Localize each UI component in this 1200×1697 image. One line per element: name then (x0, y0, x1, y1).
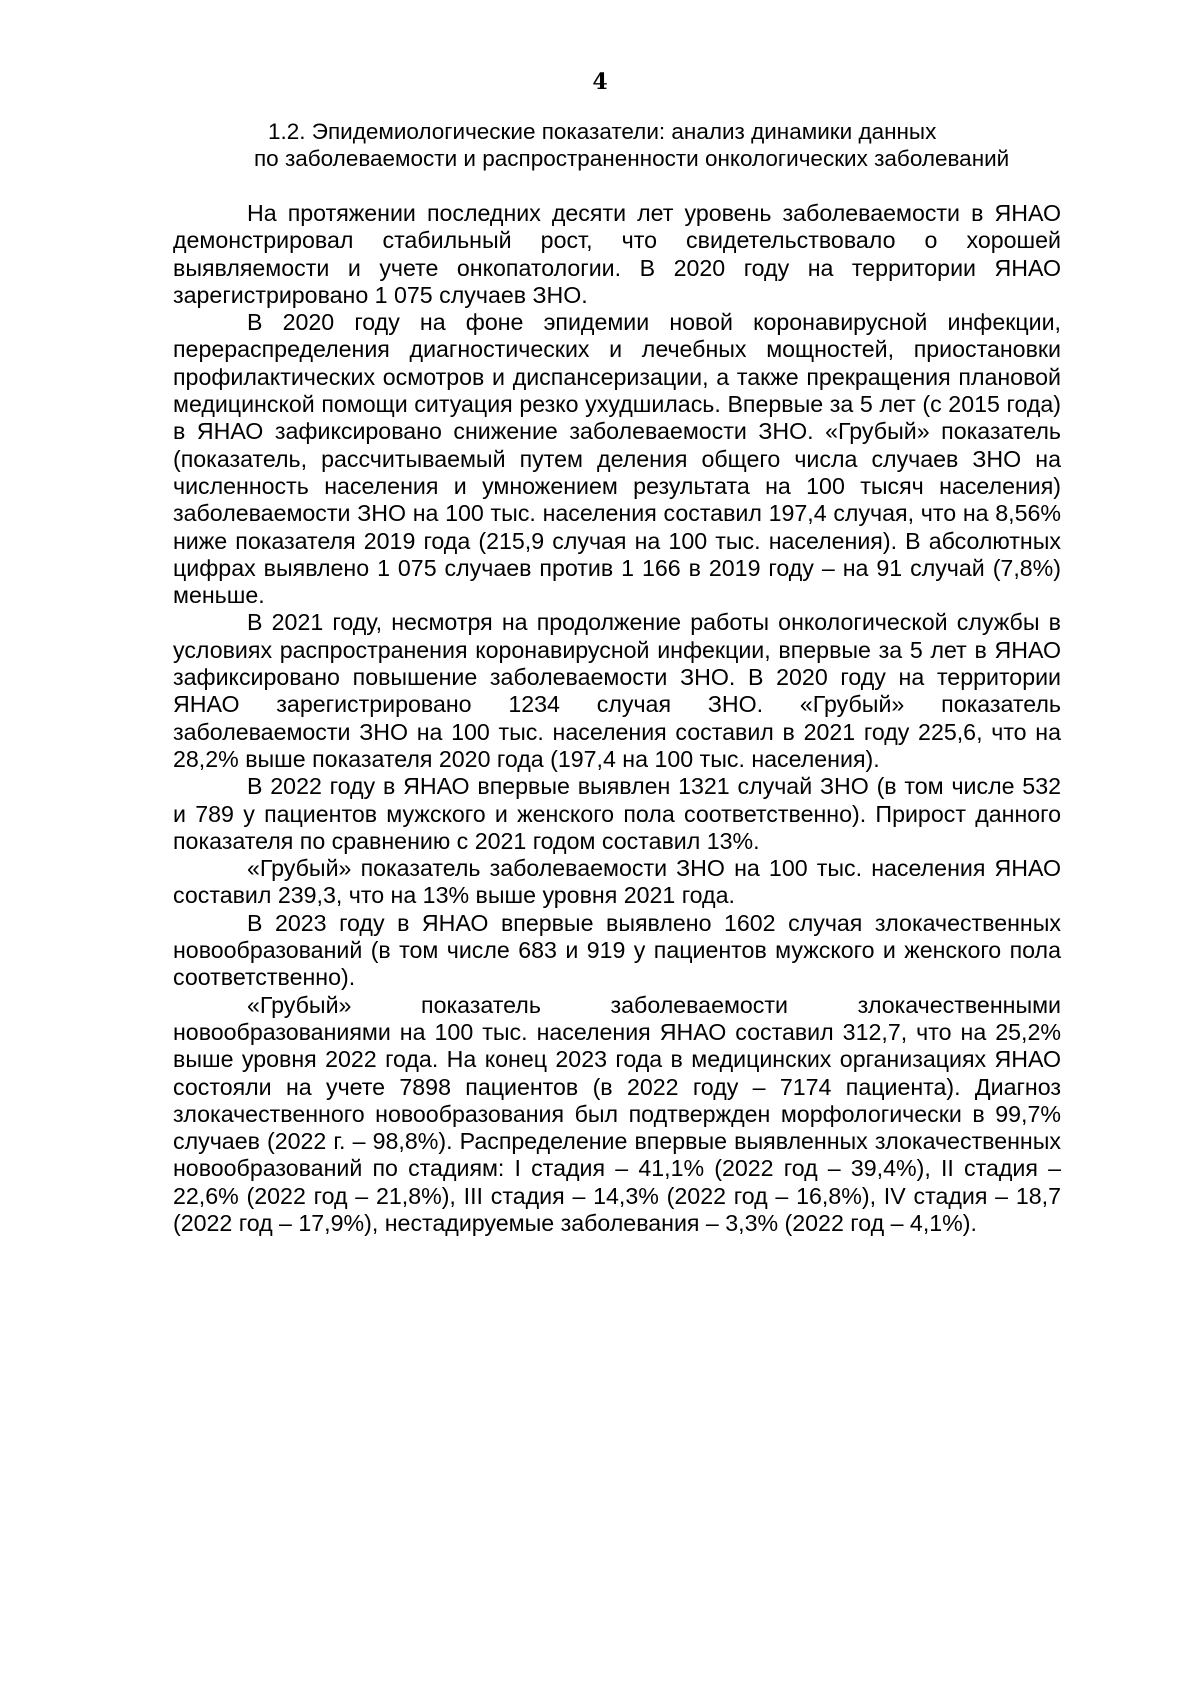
paragraph-7: «Грубый» показатель заболеваемости злокачественными новообразованиями на 100 тыс. населения ЯНАО составил 312,7, что на 25,2% выше уровня 2022 года. На конец 2023 года в медицинских организациях ЯНАО состояли на учете 7898 пациентов (в 2022 году – 7174 пациента). Диагноз злокачественного новообразования был подтвержден морфологически в 99,7% случаев (2022 г. – 98,8%). Распределение впервые выявленных злокачественных новообразований по стадиям: I стадия – 41,1% (2022 год – 39,4%), II стадия – 22,6% (2022 год – 21,8%), III стадия – 14,3% (2022 год – 16,8%), IV стадия – 18,7 (2022 год – 17,9%), нестадируемые заболевания – 3,3% (2022 год – 4,1%). (173, 991, 1061, 1236)
section-heading-line-2: по заболеваемости и распространенности онкологических заболеваний (254, 146, 1010, 171)
page-number: 4 (592, 69, 608, 95)
body-text (173, 200, 1061, 1237)
paragraph-4: В 2022 году в ЯНАО впервые выявлен 1321 случай ЗНО (в том числе 532 и 789 у пациентов мужского и женского пола соответственно). Прирост данного показателя по сравнению с 2021 годом составил 13%. (173, 773, 1061, 854)
section-heading-line-1: 1.2. Эпидемиологические показатели: анализ динамики данных (268, 119, 937, 144)
paragraph-5: «Грубый» показатель заболеваемости ЗНО на 100 тыс. населения ЯНАО составил 239,3, что на 13% выше уровня 2021 года. (173, 855, 1061, 909)
paragraph-2: В 2020 году на фоне эпидемии новой коронавирусной инфекции, перераспределения диагностических и лечебных мощностей, приостановки профилактических осмотров и диспансеризации, а также прекращения плановой медицинской помощи ситуация резко ухудшилась. Впервые за 5 лет (с 2015 года) в ЯНАО зафиксировано снижение заболеваемости ЗНО. «Грубый» показатель (показатель, рассчитываемый путем деления общего числа случаев ЗНО на численность населения и умножением результата на 100 тысяч населения) заболеваемости ЗНО на 100 тыс. населения составил 197,4 случая, что на 8,56% ниже показателя 2019 года (215,9 случая на 100 тыс. населения). В абсолютных цифрах выявлено 1 075 случаев против 1 166 в 2019 году – на 91 случай (7,8%) меньше. (173, 309, 1061, 609)
paragraph-6: В 2023 году в ЯНАО впервые выявлено 1602 случая злокачественных новообразований (в том числе 683 и 919 у пациентов мужского и женского пола соответственно). (173, 909, 1061, 991)
paragraph-3: В 2021 году, несмотря на продолжение работы онкологической службы в условиях распространения коронавирусной инфекции, впервые за 5 лет в ЯНАО зафиксировано повышение заболеваемости ЗНО. В 2020 году на территории ЯНАО зарегистрировано 1234 случая ЗНО. «Грубый» показатель заболеваемости ЗНО на 100 тыс. населения составил в 2021 году 225,6, что на 28,2% выше показателя 2020 года (197,4 на 100 тыс. населения). (173, 609, 1061, 772)
section-heading (235, 118, 1095, 172)
paragraph-1: На протяжении последних десяти лет уровень заболеваемости в ЯНАО демонстрировал стабильный рост, что свидетельствовало о хорошей выявляемости и учете онкопатологии. В 2020 году на территории ЯНАО зарегистрировано 1 075 случаев ЗНО. (173, 200, 1061, 308)
